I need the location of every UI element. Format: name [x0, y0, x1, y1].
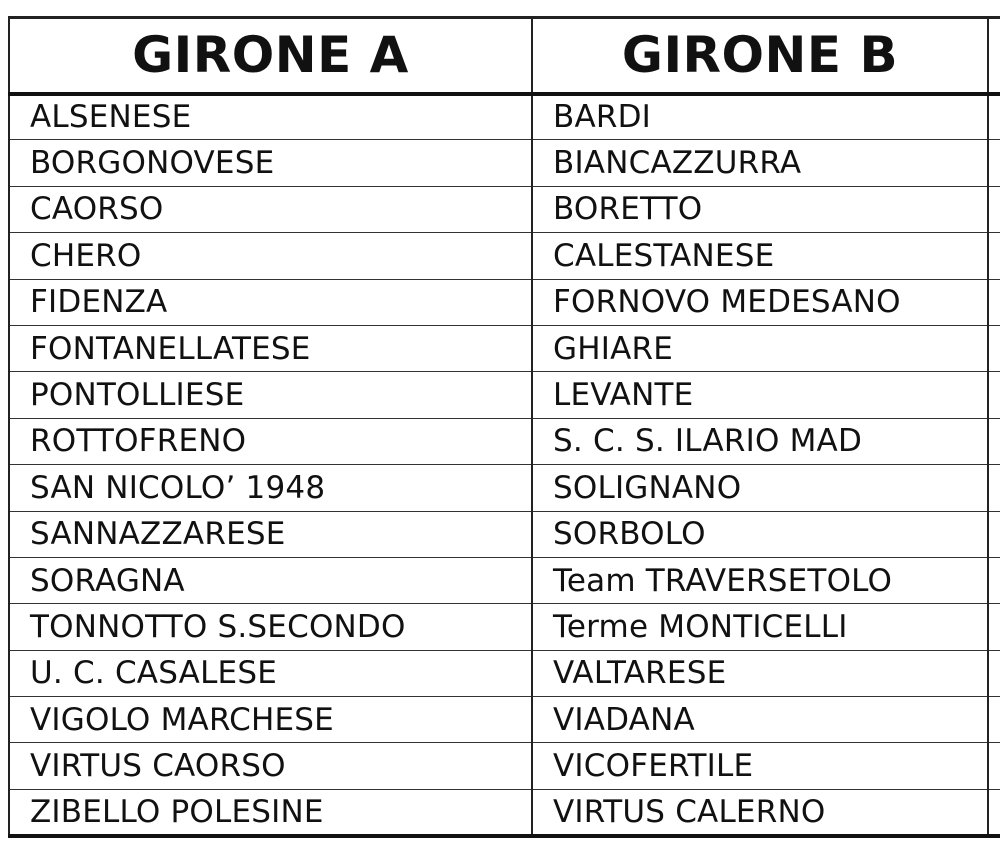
girone-a-team: ALSENESE	[9, 94, 532, 140]
table-row	[9, 650, 1000, 696]
girone-b-team: SORBOLO	[532, 511, 988, 557]
extra-column-cell	[988, 140, 1000, 186]
table-row	[9, 789, 1000, 835]
girone-a-team: TONNOTTO S.SECONDO	[9, 604, 532, 650]
extra-column-cell	[988, 650, 1000, 696]
girone-b-team: VIRTUS CALERNO	[532, 789, 988, 835]
groups-table	[8, 16, 1000, 838]
extra-column-cell	[988, 325, 1000, 371]
girone-a-team: VIRTUS CAORSO	[9, 743, 532, 789]
table-row	[9, 604, 1000, 650]
extra-column-cell	[988, 94, 1000, 140]
extra-column-cell	[988, 511, 1000, 557]
extra-column-cell	[988, 789, 1000, 835]
extra-column-cell	[988, 279, 1000, 325]
extra-column-cell	[988, 372, 1000, 418]
extra-column-cell	[988, 418, 1000, 464]
girone-a-team: FIDENZA	[9, 279, 532, 325]
girone-b-team: LEVANTE	[532, 372, 988, 418]
table-header	[9, 18, 1000, 94]
girone-b-team: CALESTANESE	[532, 233, 988, 279]
girone-a-team: ZIBELLO POLESINE	[9, 789, 532, 835]
table-row	[9, 325, 1000, 371]
extra-column-cell	[988, 186, 1000, 232]
girone-a-team: PONTOLLIESE	[9, 372, 532, 418]
girone-a-team: CHERO	[9, 233, 532, 279]
girone-b-team: FORNOVO MEDESANO	[532, 279, 988, 325]
girone-b-team: BORETTO	[532, 186, 988, 232]
girone-b-team: GHIARE	[532, 325, 988, 371]
girone-b-team: Terme MONTICELLI	[532, 604, 988, 650]
girone-b-team: VICOFERTILE	[532, 743, 988, 789]
girone-b-team: SOLIGNANO	[532, 465, 988, 511]
table-row	[9, 557, 1000, 603]
extra-column-cell	[988, 743, 1000, 789]
girone-a-team: SORAGNA	[9, 557, 532, 603]
table-row	[9, 697, 1000, 743]
header-extra-column	[988, 18, 1000, 94]
extra-column-cell	[988, 233, 1000, 279]
table-row	[9, 233, 1000, 279]
extra-column-cell	[988, 604, 1000, 650]
header-row	[9, 18, 1000, 94]
girone-a-team: CAORSO	[9, 186, 532, 232]
table-row	[9, 465, 1000, 511]
table-body	[9, 94, 1000, 836]
extra-column-cell	[988, 697, 1000, 743]
girone-b-team: BARDI	[532, 94, 988, 140]
table-row	[9, 94, 1000, 140]
extra-column-cell	[988, 465, 1000, 511]
header-girone-b: GIRONE B	[532, 18, 988, 94]
girone-b-team: VALTARESE	[532, 650, 988, 696]
girone-b-team: Team TRAVERSETOLO	[532, 557, 988, 603]
girone-b-team: VIADANA	[532, 697, 988, 743]
girone-a-team: SANNAZZARESE	[9, 511, 532, 557]
girone-a-team: VIGOLO MARCHESE	[9, 697, 532, 743]
girone-a-team: BORGONOVESE	[9, 140, 532, 186]
table-row	[9, 372, 1000, 418]
header-girone-a: GIRONE A	[9, 18, 532, 94]
table-row	[9, 186, 1000, 232]
table-row	[9, 511, 1000, 557]
girone-b-team: S. C. S. ILARIO MAD	[532, 418, 988, 464]
girone-a-team: SAN NICOLO’ 1948	[9, 465, 532, 511]
girone-a-team: ROTTOFRENO	[9, 418, 532, 464]
table-row	[9, 279, 1000, 325]
girone-b-team: BIANCAZZURRA	[532, 140, 988, 186]
table-row	[9, 140, 1000, 186]
extra-column-cell	[988, 557, 1000, 603]
girone-a-team: U. C. CASALESE	[9, 650, 532, 696]
table-row	[9, 743, 1000, 789]
girone-a-team: FONTANELLATESE	[9, 325, 532, 371]
table-row	[9, 418, 1000, 464]
